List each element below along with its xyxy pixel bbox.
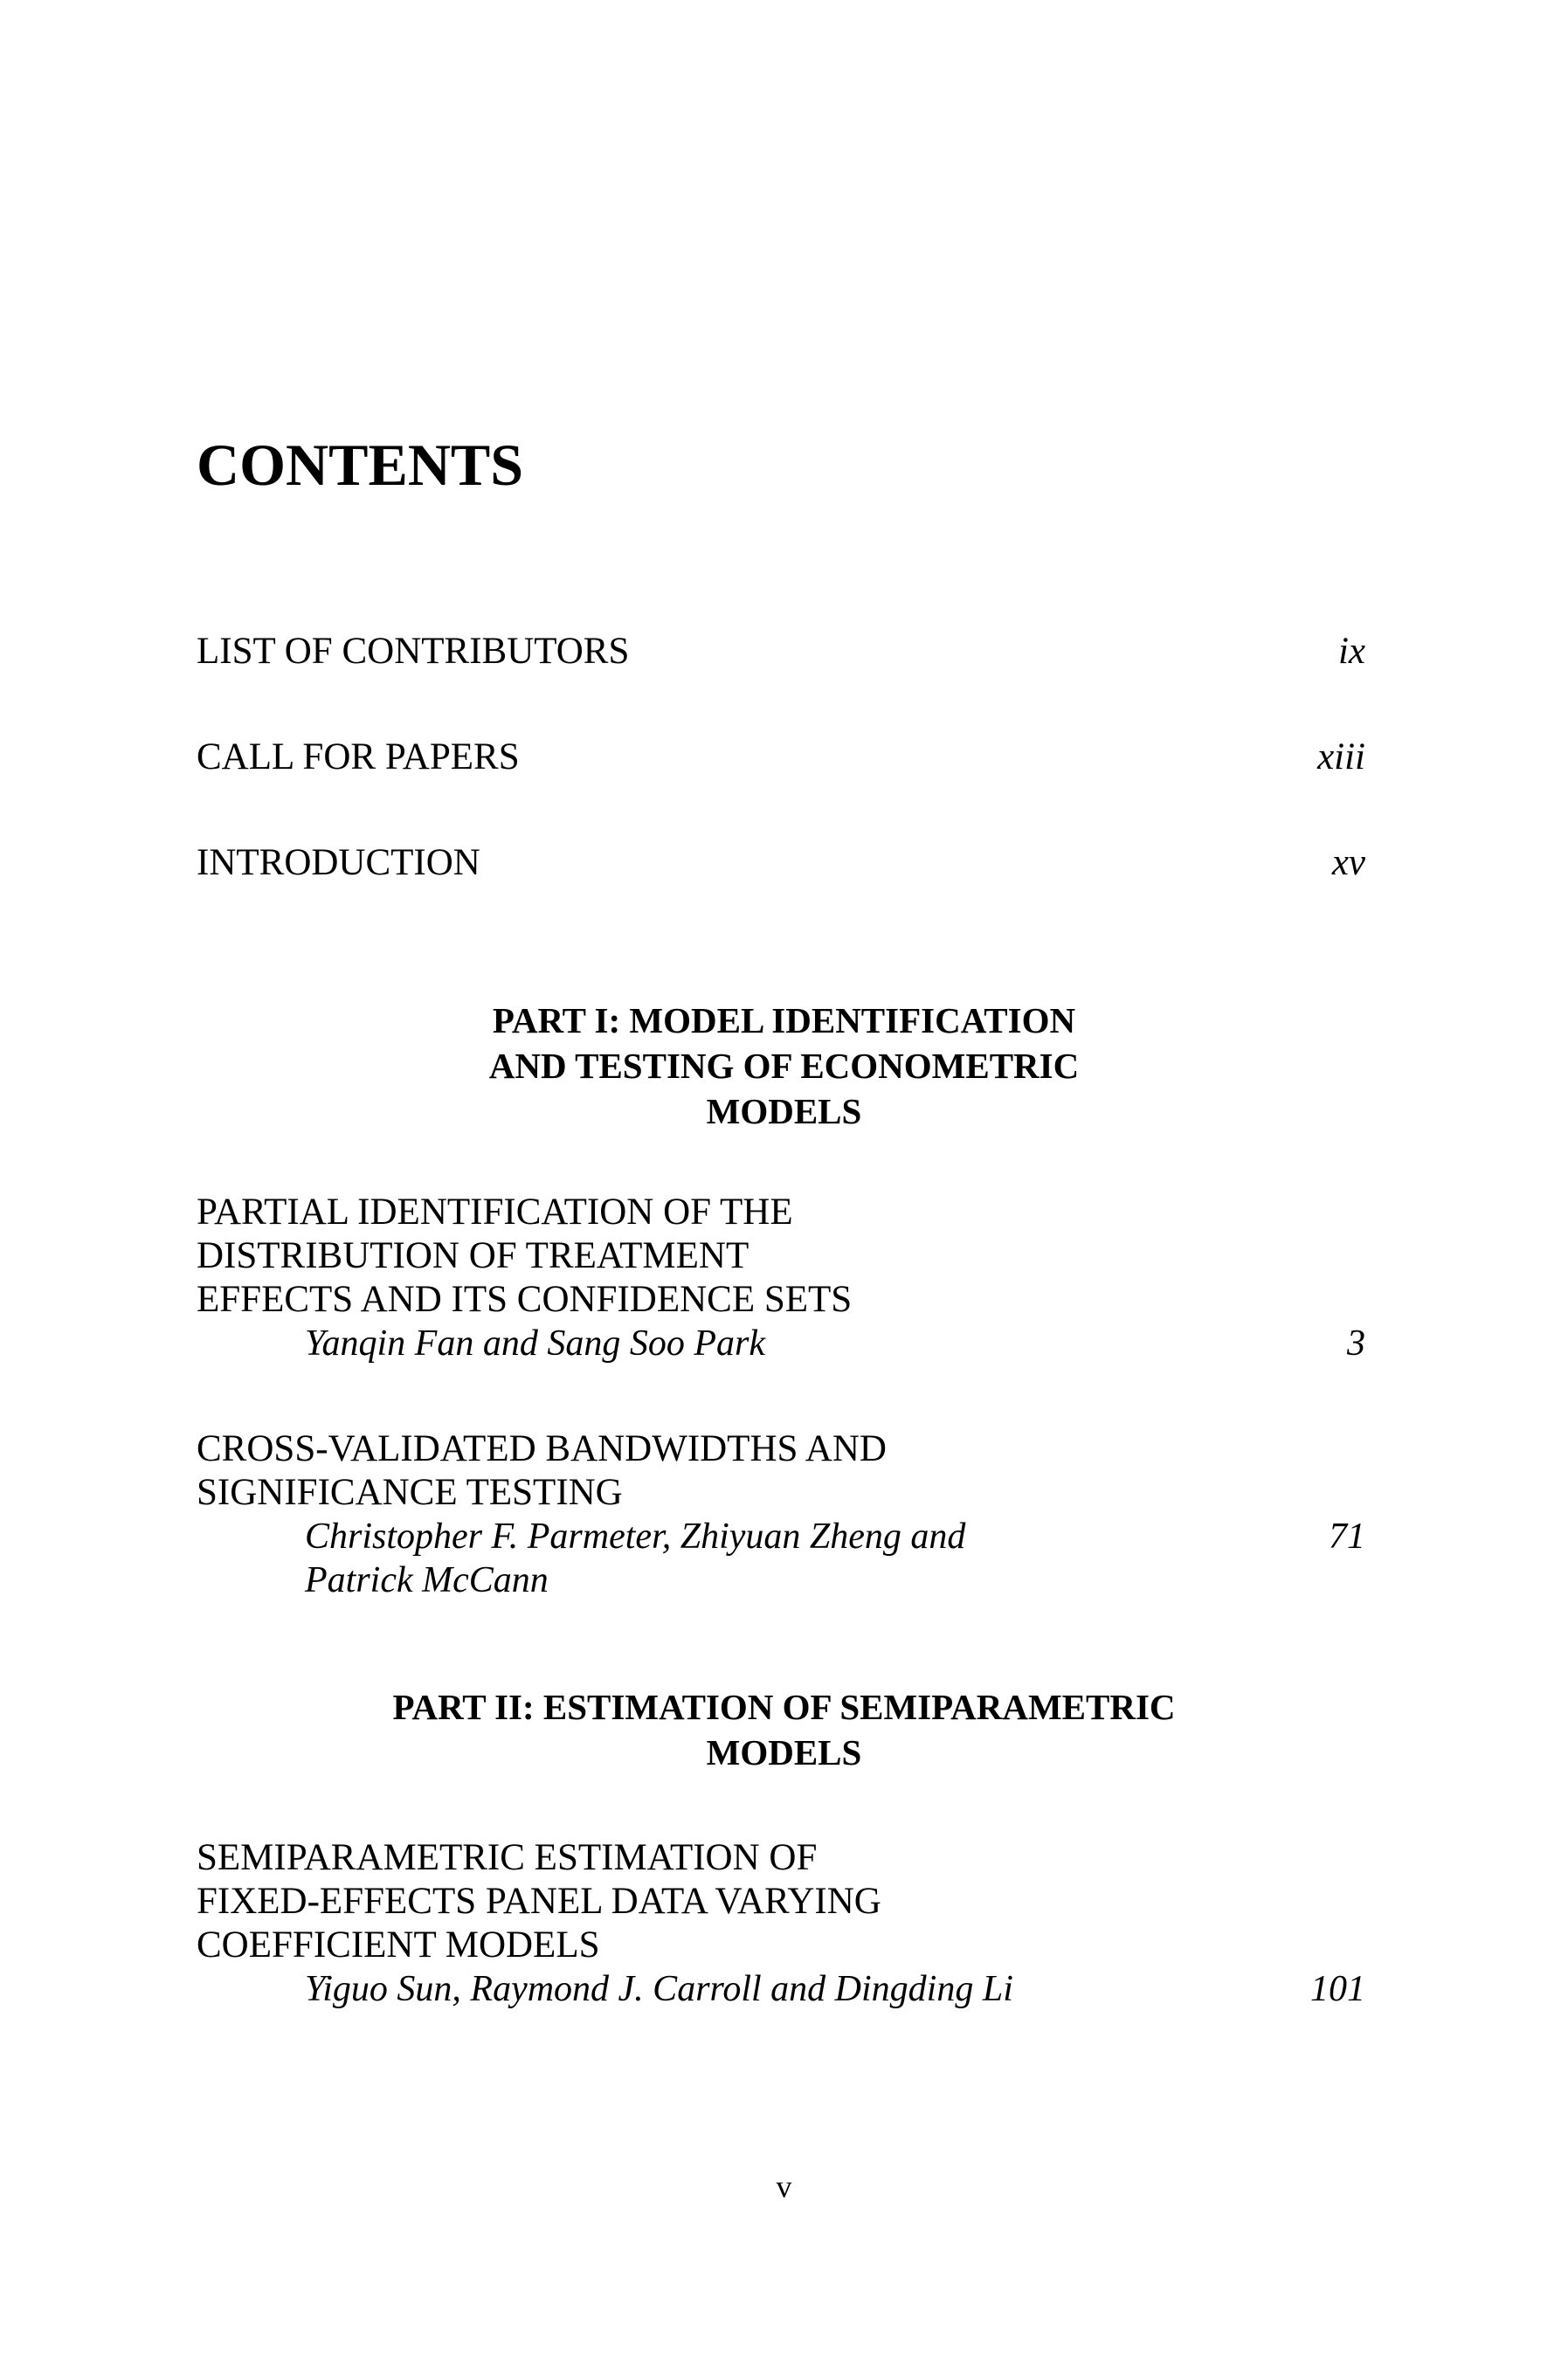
toc-entry-label: INTRODUCTION: [197, 842, 480, 883]
chapter-title-line: DISTRIBUTION OF TREATMENT: [197, 1235, 749, 1276]
chapter-authors: Christopher F. Parmeter, Zhiyuan Zheng and: [305, 1517, 966, 1557]
chapter-title-line: CROSS-VALIDATED BANDWIDTHS AND: [197, 1428, 887, 1469]
page-title: CONTENTS: [197, 432, 524, 498]
toc-entry-chapter[interactable]: [197, 1427, 1365, 1602]
toc-page-number: 3: [1347, 1323, 1365, 1364]
chapter-title-line: PARTIAL IDENTIFICATION OF THE: [197, 1192, 793, 1233]
chapter-authors-row: [197, 1322, 1365, 1365]
toc-entry-chapter[interactable]: [197, 1191, 1365, 1365]
part-heading-part-2: [0, 1684, 1568, 1775]
toc-entry-call-for-papers[interactable]: [197, 731, 1365, 784]
part-heading-line: PART I: MODEL IDENTIFICATION: [492, 1000, 1076, 1040]
chapter-title-line: FIXED-EFFECTS PANEL DATA VARYING: [197, 1881, 881, 1922]
chapter-authors-row: [197, 1515, 1365, 1558]
toc-entry-label: CALL FOR PAPERS: [197, 736, 520, 777]
chapter-title-line: SIGNIFICANCE TESTING: [197, 1472, 623, 1513]
toc-entry-list-of-contributors[interactable]: [197, 625, 1365, 678]
chapter-title-line: EFFECTS AND ITS CONFIDENCE SETS: [197, 1279, 853, 1320]
toc-page-number: xiii: [1317, 736, 1365, 777]
folio-page-number: v: [776, 2169, 792, 2204]
part-heading-line: MODELS: [706, 1091, 862, 1131]
part-heading-line: PART II: ESTIMATION OF SEMIPARAMETRIC: [392, 1687, 1176, 1727]
toc-page-number: ix: [1337, 631, 1365, 672]
part-heading-part-1: [0, 998, 1568, 1134]
toc-page-number: xv: [1331, 842, 1365, 883]
part-heading-line: AND TESTING OF ECONOMETRIC: [488, 1046, 1080, 1086]
chapter-authors-row: [197, 1967, 1365, 2011]
chapter-authors: Yanqin Fan and Sang Soo Park: [305, 1323, 765, 1364]
chapter-authors: Patrick McCann: [305, 1560, 549, 1600]
chapter-authors-row: [197, 1558, 1365, 1602]
toc-entry-introduction[interactable]: [197, 837, 1365, 889]
toc-entry-chapter[interactable]: [197, 1836, 1365, 2011]
chapter-title-line: COEFFICIENT MODELS: [197, 1924, 600, 1966]
toc-page-number: 101: [1310, 1969, 1365, 2009]
part-heading-line: MODELS: [706, 1732, 862, 1772]
chapter-authors: Yiguo Sun, Raymond J. Carroll and Dingding Li: [305, 1969, 1013, 2009]
chapter-title-line: SEMIPARAMETRIC ESTIMATION OF: [197, 1837, 818, 1878]
toc-page-number: 71: [1329, 1517, 1365, 1557]
toc-entry-label: LIST OF CONTRIBUTORS: [197, 631, 630, 672]
